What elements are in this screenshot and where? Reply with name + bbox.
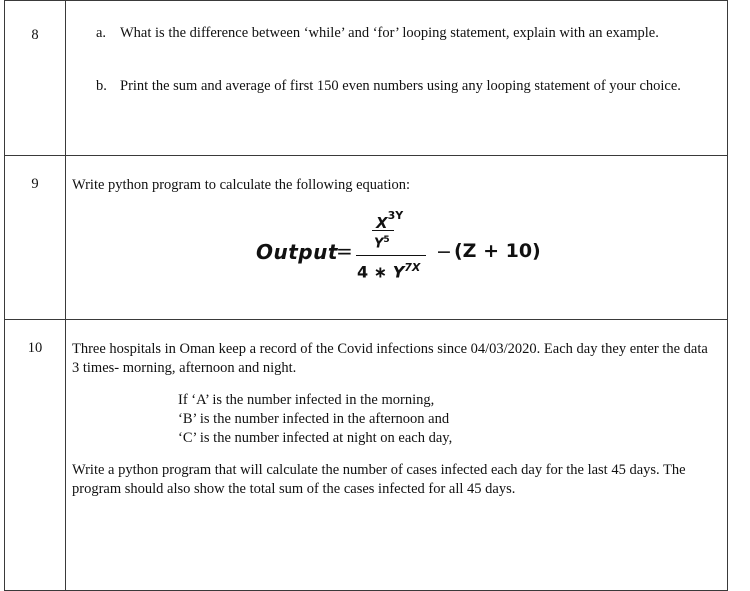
- subquestion-label: a.: [96, 25, 107, 41]
- question-number: 9: [31, 176, 39, 192]
- question-number-cell: [5, 156, 66, 320]
- inner-numerator: $X^{3Y}$: [376, 209, 404, 232]
- question-text: Write python program to calculate the following equation:: [72, 177, 411, 193]
- task-text: Write a python program that will calculate the number of cases infected each day for the last 45 days. The program should also show the total sum of the cases infected for all 45 days.: [72, 462, 686, 497]
- conditions-block: [72, 378, 715, 448]
- condition-a: If ‘A’ is the number infected in the morning,: [178, 392, 435, 408]
- equals-sign: =: [336, 239, 353, 263]
- question-number-cell: [5, 1, 66, 156]
- equation-lhs: Output: [256, 240, 338, 264]
- inner-denominator: $Y^5$: [374, 235, 390, 252]
- intro-text: Three hospitals in Oman keep a record of the Covid infections since 04/03/2020. Each day they enter the data 3 times- morning, afternoon and night.: [72, 341, 708, 376]
- main-denominator: 4 ∗ $Y^{7X}$: [357, 261, 421, 282]
- equation-tail: (Z + 10): [454, 240, 541, 262]
- question-intro: [66, 320, 727, 499]
- minus-sign: −: [436, 241, 452, 263]
- questions-table: [4, 0, 728, 591]
- subquestion-text: Print the sum and average of first 150 even numbers using any looping statement of your choice.: [120, 78, 681, 94]
- condition-c: ‘C’ is the number infected at night on each day,: [178, 430, 453, 446]
- subquestion-label: b.: [96, 78, 107, 94]
- question-body-cell: [66, 1, 728, 156]
- condition-b: ‘B’ is the number infected in the afternoon and: [178, 411, 450, 427]
- subquestion-b: [66, 43, 727, 96]
- question-row-8: [5, 1, 728, 156]
- main-fraction-bar: [356, 255, 426, 256]
- question-number: 10: [27, 340, 43, 356]
- question-body-cell: [66, 156, 728, 320]
- question-number-cell: [5, 320, 66, 591]
- question-row-9: [5, 156, 728, 320]
- question-number: 8: [31, 27, 39, 43]
- question-body-cell: [66, 320, 728, 591]
- subquestion-a: [66, 1, 727, 43]
- equation: [66, 195, 727, 305]
- question-row-10: [5, 320, 728, 591]
- subquestion-text: What is the difference between ‘while’ and ‘for’ looping statement, explain with an example.: [120, 25, 659, 41]
